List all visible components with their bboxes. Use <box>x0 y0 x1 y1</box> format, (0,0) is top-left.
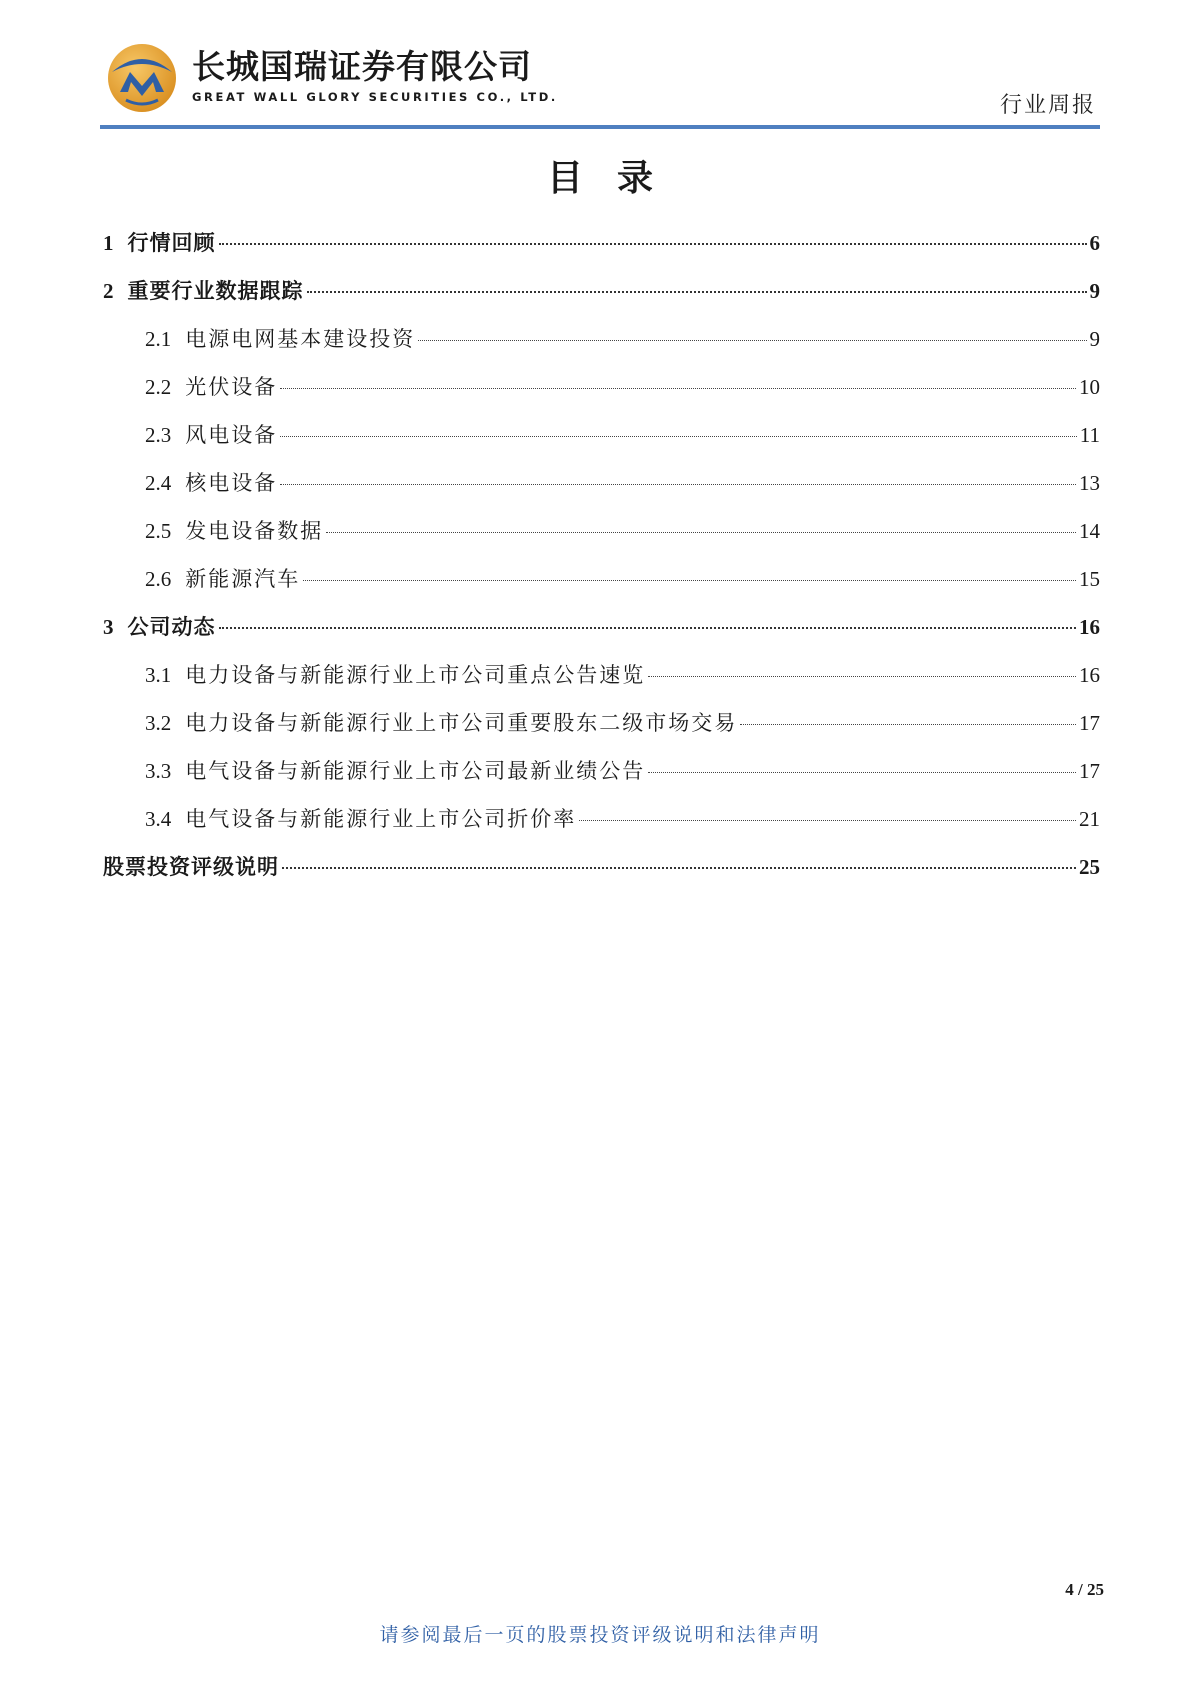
toc-entry-page: 11 <box>1079 423 1100 447</box>
toc-dot-leader <box>219 627 1077 629</box>
toc-entry[interactable] <box>103 322 1100 370</box>
toc-entry-page: 16 <box>1079 615 1100 639</box>
toc-entry-label: 风电设备 <box>185 423 278 447</box>
toc-entry-number: 2.5 <box>145 519 172 543</box>
toc-entry[interactable] <box>103 274 1100 322</box>
toc-entry-number: 3.1 <box>145 663 172 687</box>
toc-dot-leader <box>280 388 1076 389</box>
toc-dot-leader <box>418 340 1086 341</box>
toc-entry-page: 25 <box>1079 855 1100 879</box>
report-type: 行业周报 <box>999 92 1096 117</box>
toc-entry[interactable] <box>103 610 1100 658</box>
toc-entry[interactable] <box>103 418 1100 466</box>
toc-dot-leader <box>326 532 1076 533</box>
toc-entry[interactable] <box>103 514 1100 562</box>
toc-entry-label: 光伏设备 <box>185 375 278 399</box>
toc-entry-number: 2.3 <box>145 423 172 447</box>
toc-title: 目录 <box>546 158 687 199</box>
toc-entry-page: 10 <box>1079 375 1100 399</box>
toc-entry-page: 16 <box>1079 663 1100 687</box>
toc-entry-number: 1 <box>103 231 114 255</box>
toc-entry-label: 电源电网基本建设投资 <box>185 327 416 351</box>
toc-entry[interactable] <box>103 562 1100 610</box>
toc-entry[interactable] <box>103 706 1100 754</box>
toc-entry[interactable] <box>103 850 1100 898</box>
toc-dot-leader <box>648 676 1076 677</box>
toc-entry-number: 2.6 <box>145 567 172 591</box>
toc-entry[interactable] <box>103 226 1100 274</box>
toc-dot-leader <box>307 291 1087 293</box>
toc-dot-leader <box>648 772 1076 773</box>
toc-entry-page: 21 <box>1079 807 1100 831</box>
toc-entry-page: 15 <box>1079 567 1100 591</box>
toc-entry-label: 公司动态 <box>127 615 216 639</box>
toc-entry-number: 2.4 <box>145 471 172 495</box>
toc-dot-leader <box>219 243 1087 245</box>
toc-entry-label: 电气设备与新能源行业上市公司最新业绩公告 <box>185 759 646 783</box>
company-name <box>192 48 558 104</box>
table-of-contents <box>103 226 1100 898</box>
toc-entry-page: 17 <box>1079 759 1100 783</box>
toc-entry-page: 9 <box>1089 327 1100 351</box>
header-divider <box>100 125 1100 129</box>
page-header <box>100 40 1100 128</box>
toc-entry-label: 核电设备 <box>185 471 278 495</box>
toc-entry-number: 2 <box>103 279 114 303</box>
toc-entry-page: 14 <box>1079 519 1100 543</box>
company-logo-icon <box>106 42 178 114</box>
toc-entry[interactable] <box>103 658 1100 706</box>
toc-dot-leader <box>280 484 1076 485</box>
company-name-en: GREAT WALL GLORY SECURITIES CO., LTD. <box>192 90 558 104</box>
toc-entry-page: 17 <box>1079 711 1100 735</box>
toc-entry[interactable] <box>103 802 1100 850</box>
toc-entry-label: 电气设备与新能源行业上市公司折价率 <box>185 807 577 831</box>
toc-entry-number: 2.1 <box>145 327 172 351</box>
footer-disclaimer: 请参阅最后一页的股票投资评级说明和法律声明 <box>379 1625 821 1646</box>
company-name-cn: 长城国瑞证券有限公司 <box>192 47 532 86</box>
toc-dot-leader <box>280 436 1077 437</box>
toc-entry-number: 3.4 <box>145 807 172 831</box>
toc-dot-leader <box>303 580 1076 581</box>
page-number: 4 / 25 <box>1065 1580 1104 1599</box>
toc-dot-leader <box>579 820 1076 821</box>
toc-entry-page: 6 <box>1089 231 1100 255</box>
toc-dot-leader <box>282 867 1076 869</box>
toc-entry-label: 电力设备与新能源行业上市公司重要股东二级市场交易 <box>185 711 738 735</box>
toc-entry-number: 3 <box>103 615 114 639</box>
toc-entry[interactable] <box>103 466 1100 514</box>
toc-entry[interactable] <box>103 370 1100 418</box>
toc-entry-label: 重要行业数据跟踪 <box>127 279 304 303</box>
toc-entry-label: 发电设备数据 <box>185 519 324 543</box>
toc-entry[interactable] <box>103 754 1100 802</box>
toc-entry-page: 9 <box>1089 279 1100 303</box>
toc-entry-label: 股票投资评级说明 <box>103 855 279 879</box>
toc-entry-label: 电力设备与新能源行业上市公司重点公告速览 <box>185 663 646 687</box>
toc-entry-label: 行情回顾 <box>127 231 216 255</box>
toc-dot-leader <box>740 724 1076 725</box>
toc-entry-number: 2.2 <box>145 375 172 399</box>
toc-entry-page: 13 <box>1079 471 1100 495</box>
toc-entry-number: 3.2 <box>145 711 172 735</box>
toc-entry-number: 3.3 <box>145 759 172 783</box>
toc-entry-label: 新能源汽车 <box>185 567 301 591</box>
